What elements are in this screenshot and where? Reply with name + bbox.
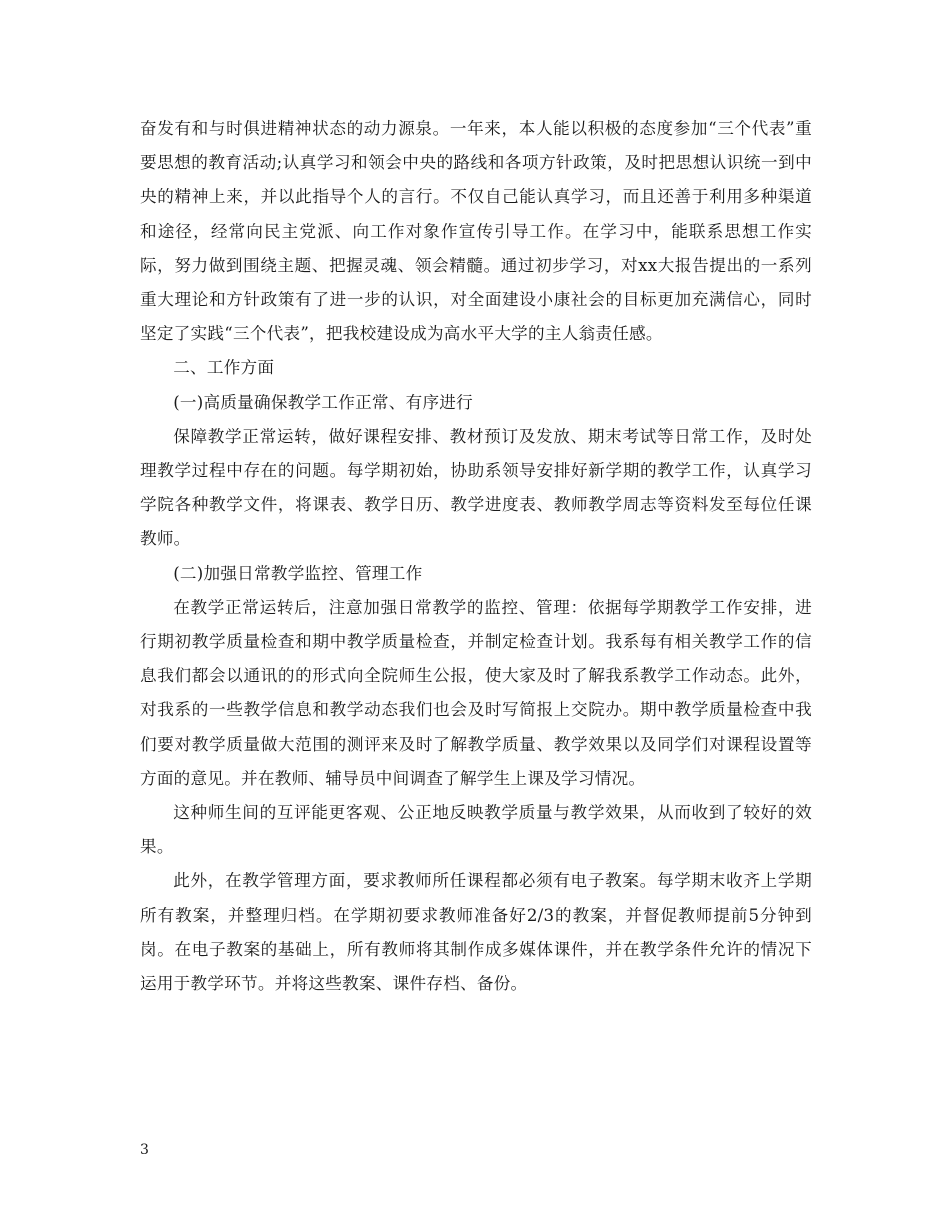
section-heading-work: 二、工作方面 — [173, 358, 275, 378]
paragraph-2: 保障教学正常运转，做好课程安排、教材预订及发放、期末考试等日常工作，及时处理教学过程中存在的问题。每学期初始，协助系领导安排好新学期的教学工作，认真学习学院各种教学文件，将课表、教学日历、教学进度表、教师教学周志等资料发至每位任课教师。 — [140, 426, 812, 549]
paragraph-4: 这种师生间的互评能更客观、公正地反映教学质量与教学效果，从而收到了较好的效果。 — [140, 803, 812, 857]
paragraph-5: 此外，在教学管理方面，要求教师所任课程都必须有电子教案。每学期末收齐上学期所有教案，并整理归档。在学期初要求教师准备好2/3的教案，并督促教师提前5分钟到岗。在电子教案的基础上，所有教师将其制作成多媒体课件，并在教学条件允许的情况下运用于教学环节。并将这些教案、课件存档、备份。 — [140, 871, 812, 994]
document-body — [140, 112, 812, 1001]
page-number: 3 — [140, 1142, 149, 1158]
paragraph-1: 奋发有和与时俱进精神状态的动力源泉。一年来，本人能以积极的态度参加“三个代表”重要思想的教育活动;认真学习和领会中央的路线和各项方针政策，及时把思想认识统一到中央的精神上来，并以此指导个人的言行。不仅自己能认真学习，而且还善于利用多种渠道和途径，经常向民主党派、向工作对象作宣传引导工作。在学习中，能联系思想工作实际，努力做到围绕主题、把握灵魂、领会精髓。通过初步学习，对xx大报告提出的一系列重大理论和方针政策有了进一步的认识，对全面建设小康社会的目标更加充满信心，同时坚定了实践“三个代表”，把我校建设成为高水平大学的主人翁责任感。 — [140, 119, 812, 344]
paragraph-3: 在教学正常运转后，注意加强日常教学的监控、管理：依据每学期教学工作安排，进行期初教学质量检查和期中教学质量检查，并制定检查计划。我系每有相关教学工作的信息我们都会以通讯的的形式向全院师生公报，使大家及时了解我系教学工作动态。此外，对我系的一些教学信息和教学动态我们也会及时写简报上交院办。期中教学质量检查中我们要对教学质量做大范围的测评来及时了解教学质量、教学效果以及同学们对课程设置等方面的意见。并在教师、辅导员中间调查了解学生上课及学习情况。 — [140, 597, 812, 788]
subheading-1: (一)高质量确保教学工作正常、有序进行 — [173, 392, 473, 412]
subheading-2: (二)加强日常教学监控、管理工作 — [173, 563, 423, 583]
